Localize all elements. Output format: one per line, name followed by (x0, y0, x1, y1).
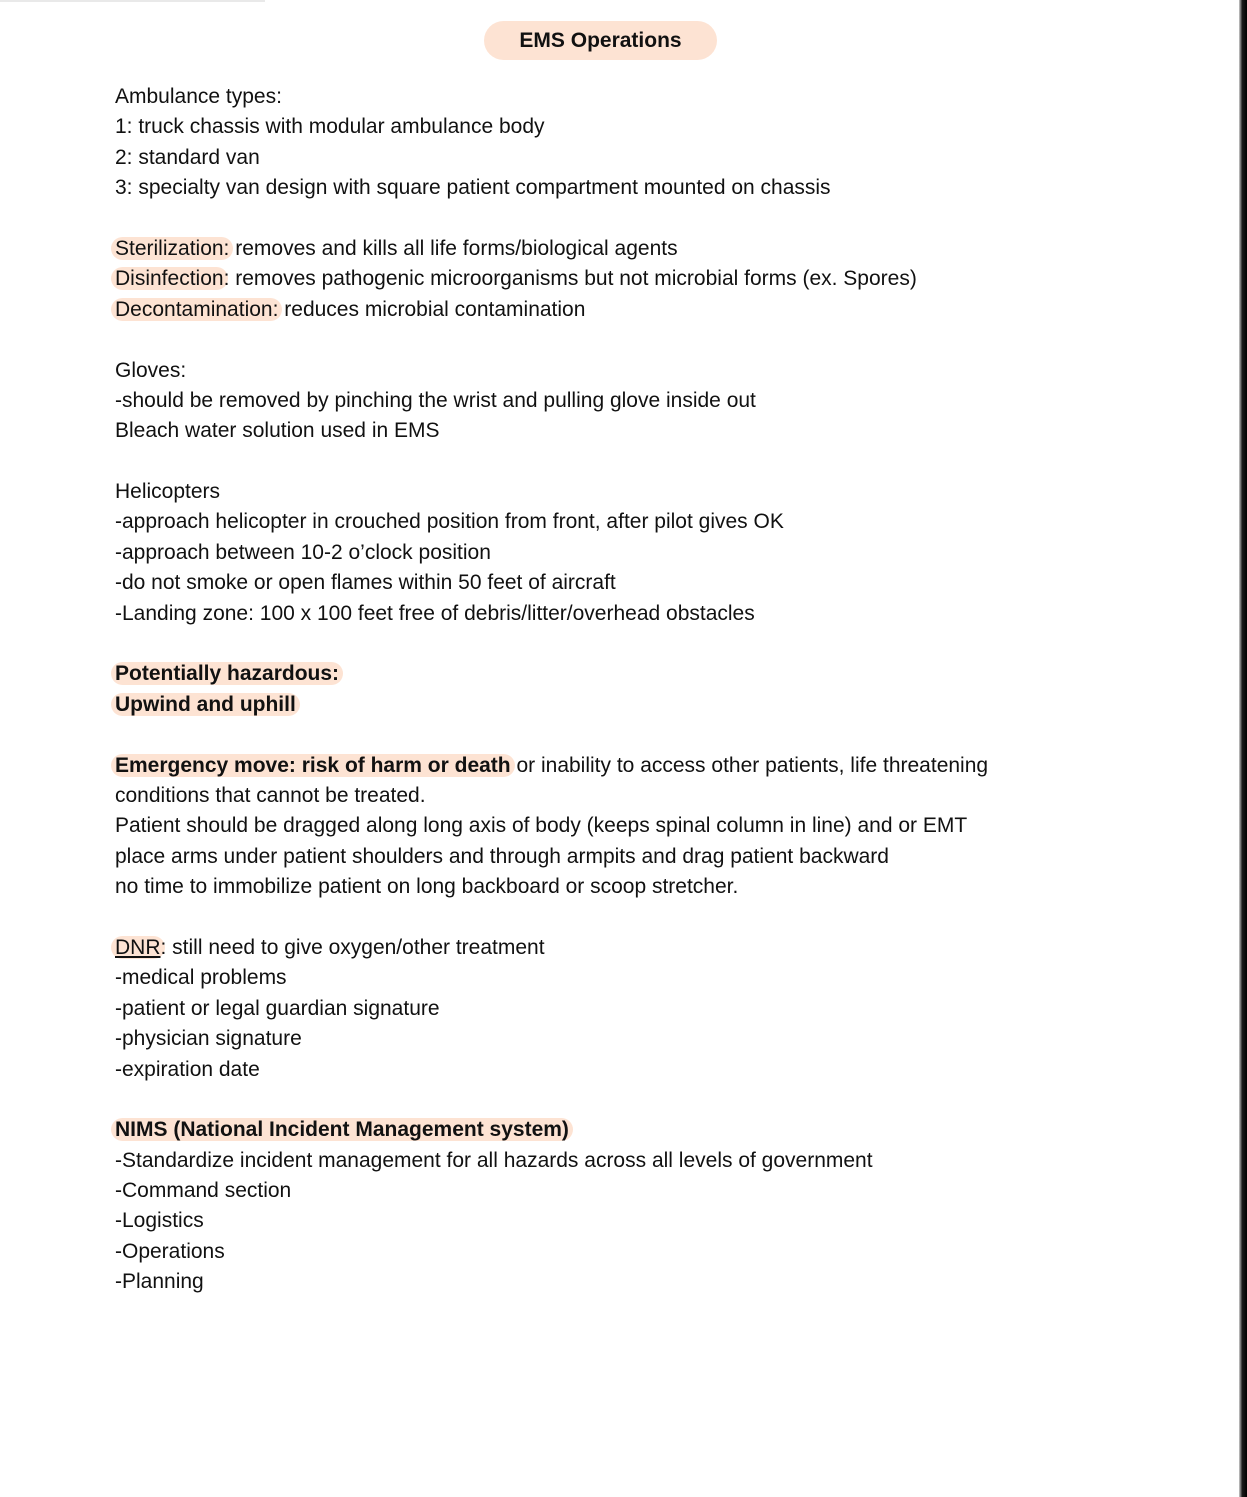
definition-decontamination (115, 295, 1215, 325)
hazard-heading: Potentially hazardous: (111, 662, 343, 685)
decontamination-text: reduces microbial contamination (278, 297, 586, 321)
dnr-term: DNR (111, 936, 165, 959)
sterilization-term: Sterilization: (111, 237, 233, 260)
ambulance-heading: Ambulance types: (115, 85, 282, 108)
ambulance-type-2: 2: standard van (115, 145, 260, 169)
emergency-first-line (115, 751, 1215, 781)
emergency-line: no time to immobilize patient on long backboard or scoop stretcher. (115, 875, 739, 899)
helicopters-item: -approach helicopter in crouched position from front, after pilot gives OK (115, 510, 784, 534)
dnr-rest: : still need to give oxygen/other treatment (160, 935, 545, 959)
disinfection-term: Disinfection (111, 267, 228, 290)
emergency-line: conditions that cannot be treated. (115, 783, 426, 807)
nims-heading-line (115, 1115, 1215, 1145)
nims-item: -Logistics (115, 1209, 204, 1233)
page-edge-shadow (1239, 0, 1247, 1497)
helicopters-section (115, 477, 1215, 629)
helicopters-heading: Helicopters (115, 480, 221, 504)
hazard-detail: Upwind and uphill (111, 693, 300, 716)
dnr-first-line (115, 933, 1215, 963)
gloves-item: -should be removed by pinching the wrist and pulling glove inside out (115, 388, 756, 412)
nims-item: -Standardize incident management for all hazards across all levels of government (115, 1148, 873, 1172)
nims-item: -Command section (115, 1179, 292, 1203)
definition-disinfection (115, 264, 1215, 294)
gloves-item: Bleach water solution used in EMS (115, 419, 440, 443)
emergency-rest: or inability to access other patients, life threatening (510, 753, 989, 777)
dnr-item: -physician signature (115, 1027, 302, 1051)
nims-heading: NIMS (National Incident Management system) (111, 1118, 573, 1141)
page-title (484, 21, 717, 60)
dnr-item: -medical problems (115, 966, 287, 990)
helicopters-item: -Landing zone: 100 x 100 feet free of debris/litter/overhead obstacles (115, 601, 755, 625)
emergency-section (115, 751, 1215, 903)
hazard-section (115, 659, 1215, 720)
emergency-term: Emergency move: risk of harm or death (111, 754, 515, 777)
dnr-item: -patient or legal guardian signature (115, 996, 440, 1020)
hazard-line (115, 690, 1215, 720)
disinfection-text: : removes pathogenic microorganisms but not microbial forms (ex. Spores) (223, 267, 917, 291)
emergency-line: Patient should be dragged along long axis of body (keeps spinal column in line) and or EMT (115, 814, 968, 838)
nims-section (115, 1115, 1215, 1297)
nims-item: -Operations (115, 1239, 225, 1263)
decontamination-term: Decontamination: (111, 298, 282, 321)
gloves-section (115, 356, 1215, 447)
document-body (115, 82, 1215, 1298)
gloves-heading: Gloves: (115, 358, 187, 382)
helicopters-item: -do not smoke or open flames within 50 feet of aircraft (115, 571, 616, 595)
page-title-text: EMS Operations (519, 28, 682, 52)
ambulance-type-3: 3: specialty van design with square patient compartment mounted on chassis (115, 176, 831, 200)
helicopters-item: -approach between 10-2 o’clock position (115, 540, 491, 564)
top-divider (0, 0, 265, 2)
hazard-line (115, 659, 1215, 689)
dnr-section (115, 933, 1215, 1085)
ambulance-section (115, 82, 1215, 204)
emergency-line: place arms under patient shoulders and through armpits and drag patient backward (115, 844, 889, 868)
dnr-item: -expiration date (115, 1057, 260, 1081)
ambulance-type-1: 1: truck chassis with modular ambulance body (115, 115, 545, 139)
definition-sterilization (115, 234, 1215, 264)
sterilization-text: removes and kills all life forms/biological agents (229, 236, 678, 260)
definitions-section (115, 234, 1215, 325)
nims-item: -Planning (115, 1270, 204, 1294)
